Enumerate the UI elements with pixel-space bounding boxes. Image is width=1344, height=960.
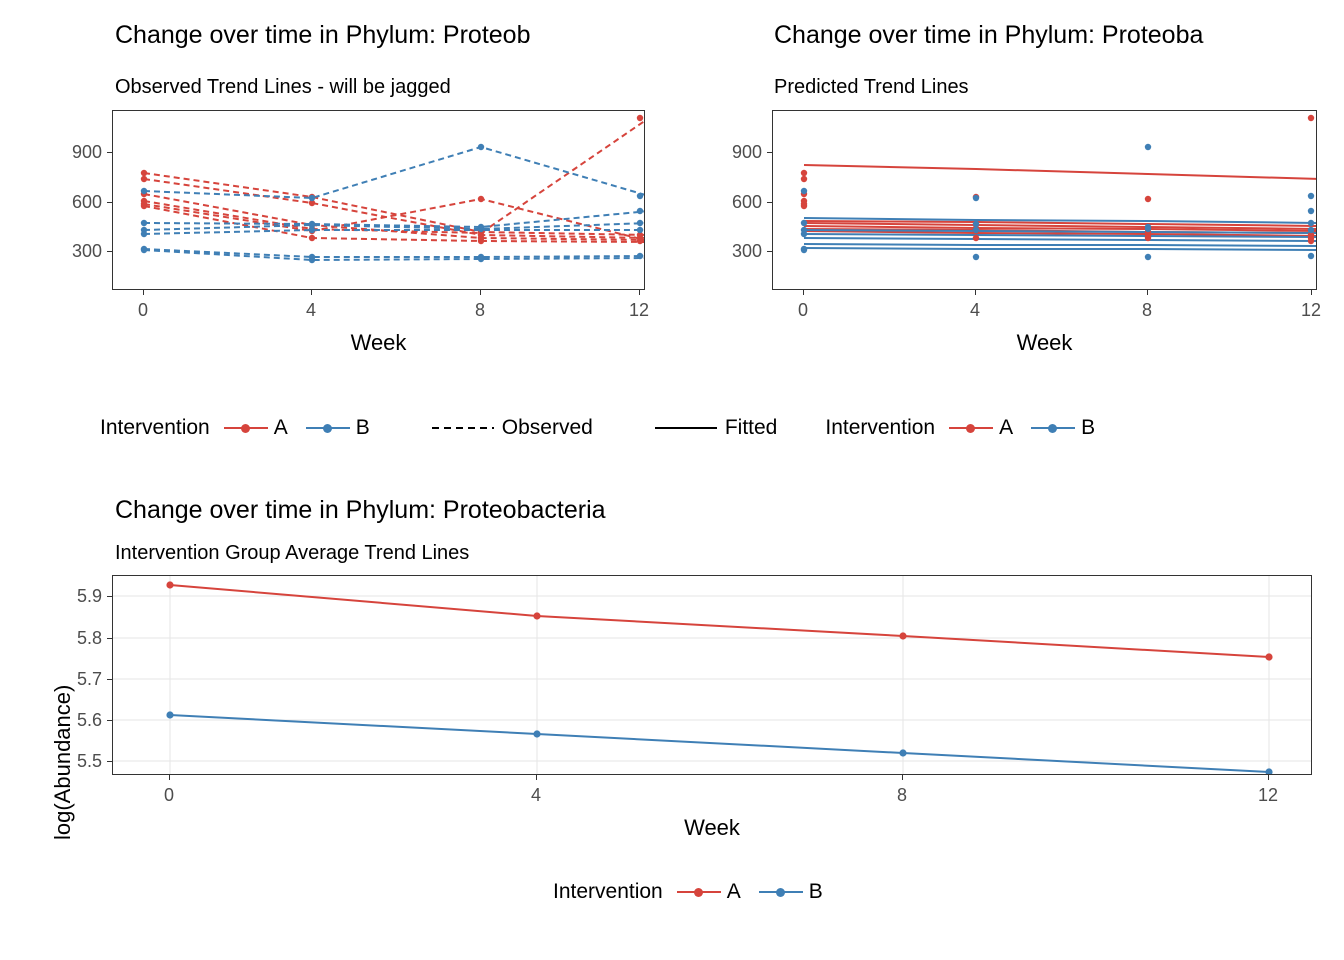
xtick-average-12: 12 [1257,785,1279,805]
legend-row-top [100,416,1113,440]
legend-entry-b-1[interactable] [306,416,370,440]
legend-entry-observed[interactable] [430,416,593,440]
xtickmark-predicted-12 [1311,290,1312,295]
legend-entry-b-3[interactable] [759,880,823,904]
xtickmark-average-8 [902,775,903,780]
chart-title-observed: Change over time in Phylum: Proteob [115,21,531,49]
xtickmark-predicted-4 [975,290,976,295]
chart-subtitle-observed: Observed Trend Lines - will be jagged [115,76,451,98]
xtickmark-observed-12 [639,290,640,295]
legend-key-b-2 [1031,417,1075,439]
xtick-average-4: 4 [530,785,541,805]
xaxis-label-observed: Week [350,330,407,355]
legend-label-fitted: Fitted [724,416,778,439]
xtick-average-0: 0 [163,785,174,805]
xtick-observed-4: 4 [305,300,316,320]
legend-key-a-2 [949,417,993,439]
plot-area-predicted [772,110,1317,290]
ytick-observed-600: 600 [71,192,102,212]
ytick-observed-900: 900 [71,142,102,162]
xtick-predicted-4: 4 [969,300,980,320]
legend-row-bottom [553,880,841,904]
average-series-svg [113,576,1311,774]
ytick-predicted-600: 600 [731,192,762,212]
ytick-average-58: 5.8 [76,628,102,648]
ytick-predicted-900: 900 [731,142,762,162]
legend-label-a-1: A [273,416,288,439]
panel-observed [0,0,672,460]
legend-label-a-2: A [999,416,1014,439]
xtickmark-average-4 [536,775,537,780]
panel-predicted [672,0,1344,460]
xtick-predicted-8: 8 [1141,300,1152,320]
legend-entry-fitted[interactable] [653,416,778,440]
legend-entry-a-1[interactable] [224,416,288,440]
legend-entry-a-2[interactable] [949,416,1013,440]
xtick-observed-8: 8 [474,300,485,320]
ytick-average-59: 5.9 [76,586,102,606]
legend-key-b-3 [759,881,803,903]
legend-label-a-3: A [726,880,741,903]
legend-key-b-1 [306,417,350,439]
legend-title-intervention-3: Intervention [553,880,663,903]
legend-title-intervention-1: Intervention [100,416,210,439]
plot-area-observed [112,110,645,290]
observed-series-svg [113,111,644,289]
legend-key-observed [430,417,496,439]
chart-subtitle-predicted: Predicted Trend Lines [774,76,969,98]
legend-label-b-1: B [355,416,370,439]
xtickmark-observed-0 [143,290,144,295]
xtick-observed-12: 12 [628,300,650,320]
legend-key-fitted [653,417,719,439]
predicted-series-svg [773,111,1316,289]
xaxis-label-average: Week [684,815,740,840]
panel-average [0,460,1344,960]
ytick-observed-300: 300 [71,241,102,261]
xtickmark-predicted-0 [803,290,804,295]
legend-title-intervention-2: Intervention [825,416,936,439]
legend-key-a-3 [677,881,721,903]
chart-title-predicted: Change over time in Phylum: Proteoba [774,21,1204,49]
xaxis-label-predicted: Week [1016,330,1073,355]
xtickmark-observed-4 [311,290,312,295]
legend-label-observed: Observed [501,416,593,439]
chart-title-average: Change over time in Phylum: Proteobacteria [115,496,606,524]
legend-label-b-3: B [808,880,823,903]
xtick-average-8: 8 [896,785,907,805]
ytick-average-56: 5.6 [76,710,102,730]
xtickmark-average-0 [169,775,170,780]
legend-key-a-1 [224,417,268,439]
plot-area-average [112,575,1312,775]
xtickmark-observed-8 [480,290,481,295]
xtickmark-predicted-8 [1147,290,1148,295]
xtick-predicted-0: 0 [797,300,808,320]
yaxis-label-average: log(Abundance) [50,684,75,840]
legend-entry-a-3[interactable] [677,880,741,904]
xtick-observed-0: 0 [137,300,148,320]
legend-entry-b-2[interactable] [1031,416,1095,440]
ytick-average-57: 5.7 [76,669,102,689]
chart-subtitle-average: Intervention Group Average Trend Lines [115,542,470,564]
ytick-average-55: 5.5 [76,751,102,771]
ytick-predicted-300: 300 [731,241,762,261]
xtickmark-average-12 [1268,775,1269,780]
legend-label-b-2: B [1081,416,1096,439]
xtick-predicted-12: 12 [1300,300,1322,320]
